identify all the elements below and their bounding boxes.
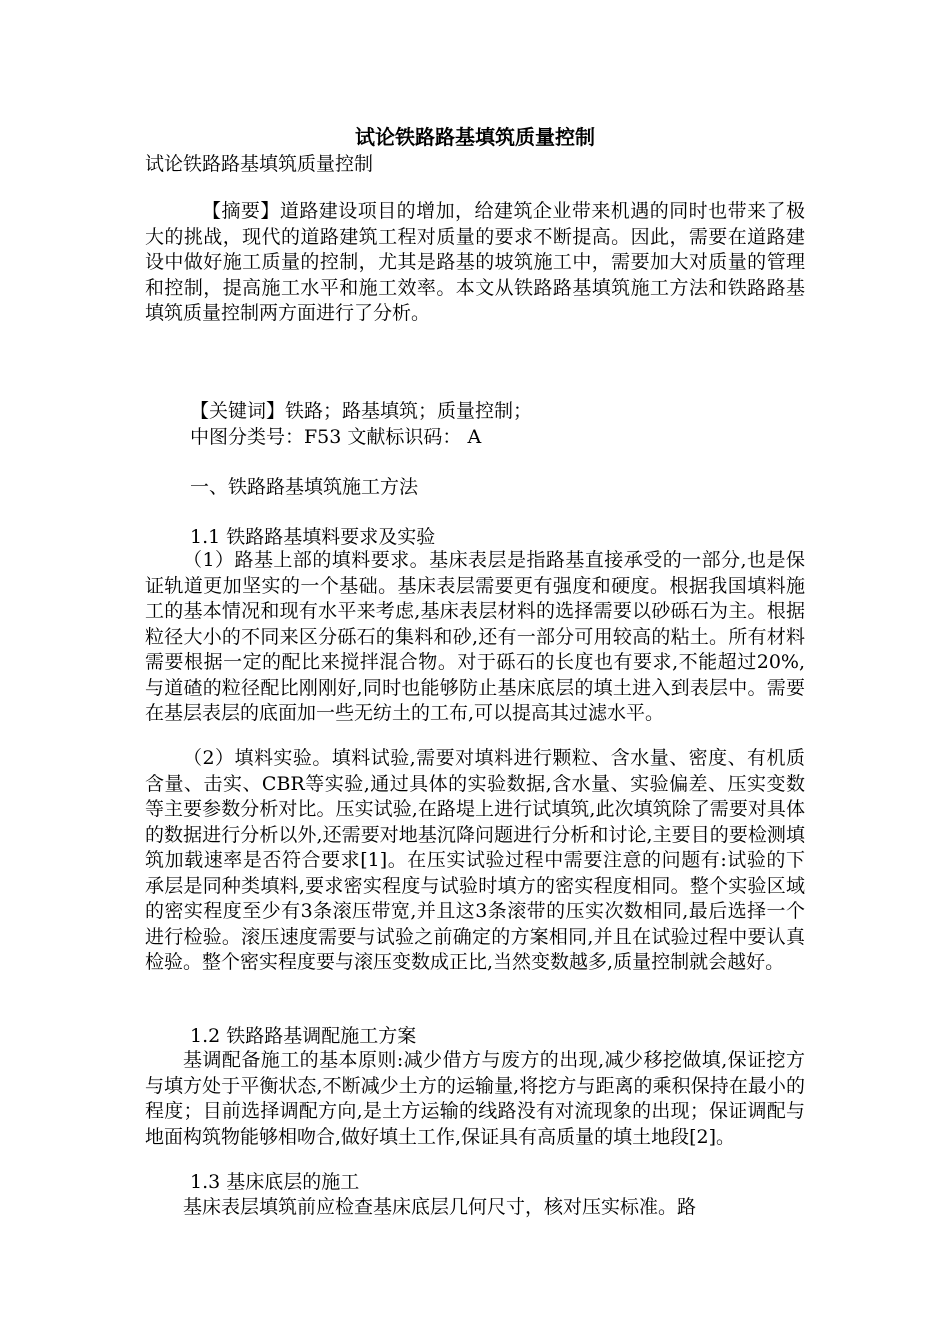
classification-line: 中图分类号：F53 文献标识码： A (190, 426, 482, 448)
document-subtitle: 试论铁路路基填筑质量控制 (145, 153, 374, 175)
paragraph-1-1-filler-experiment: （2）填料实验。填料试验,需要对填料进行颗粒、含水量、密度、有机质含量、击实、CBR等实验,通过具体的实验数据,含水量、实验偏差、压实变数等主要参数分析对比。压实试验,在路堤上进行试填筑,此次填筑除了需要对具体的数据进行分析以外,还需要对地基沉降问题进行分析和讨论,主要目的要检测填筑加载速率是否符合要求[1]。在压实试验过程中需要注意的问题有:试验的下承层是同种类填料,要求密实程度与试验时填方的密实程度相同。整个实验区域的密实程度至少有3条滚压带宽,并且这3条滚带的压实次数相同,最后选择一个进行检验。滚压速度需要与试验之前确定的方案相同,并且在试验过程中要认真检验。整个密实程度要与滚压变数成正比,当然变数越多,质量控制就会越好。 (145, 747, 805, 973)
section-heading-1: 一、铁路路基填筑施工方法 (190, 476, 419, 498)
document-title: 试论铁路路基填筑质量控制 (355, 125, 595, 149)
abstract-paragraph: 【摘要】道路建设项目的增加，给建筑企业带来机遇的同时也带来了极大的挑战，现代的道路建筑工程对质量的要求不断提高。因此，需要在道路建设中做好施工质量的控制，尤其是路基的坡筑施工中，需要加大对质量的管理和控制，提高施工水平和施工效率。本文从铁路路基填筑施工方法和铁路路基填筑质量控制两方面进行了分析。 (145, 200, 805, 324)
paragraph-1-1-filler-requirements: （1）路基上部的填料要求。基床表层是指路基直接承受的一部分,也是保证轨道更加坚实的一个基础。基床表层需要更有强度和硬度。根据我国填料施工的基本情况和现有水平来考虑,基床表层材料的选择需要以砂砾石为主。根据粒径大小的不同来区分砾石的集料和砂,还有一部分可用较高的粘土。所有材料需要根据一定的配比来搅拌混合物。对于砾石的长度也有要求,不能超过20%,与道碴的粒径配比刚刚好,同时也能够防止基床底层的填土进入到表层中。需要在基层表层的底面加一些无纺土的工布,可以提高其过滤水平。 (145, 549, 805, 724)
subsection-heading-1-2: 1.2 铁路路基调配施工方案 (190, 1025, 417, 1047)
subsection-heading-1-3: 1.3 基床底层的施工 (190, 1171, 360, 1193)
paragraph-1-2-allocation: 基调配备施工的基本原则:减少借方与废方的出现,减少移挖做填,保证挖方与填方处于平衡状态,不断减少土方的运输量,将挖方与距离的乘积保持在最小的程度；目前选择调配方向,是土方运输的线路没有对流现象的出现；保证调配与地面构筑物能够相吻合,做好填土工作,保证具有高质量的填土地段[2]。 (145, 1049, 805, 1148)
paragraph-1-3-base-layer: 基床表层填筑前应检查基床底层几何尺寸，核对压实标准。路 (183, 1196, 697, 1218)
subsection-heading-1-1: 1.1 铁路路基填料要求及实验 (190, 526, 436, 548)
keywords-line: 【关键词】铁路；路基填筑；质量控制； (190, 400, 533, 422)
